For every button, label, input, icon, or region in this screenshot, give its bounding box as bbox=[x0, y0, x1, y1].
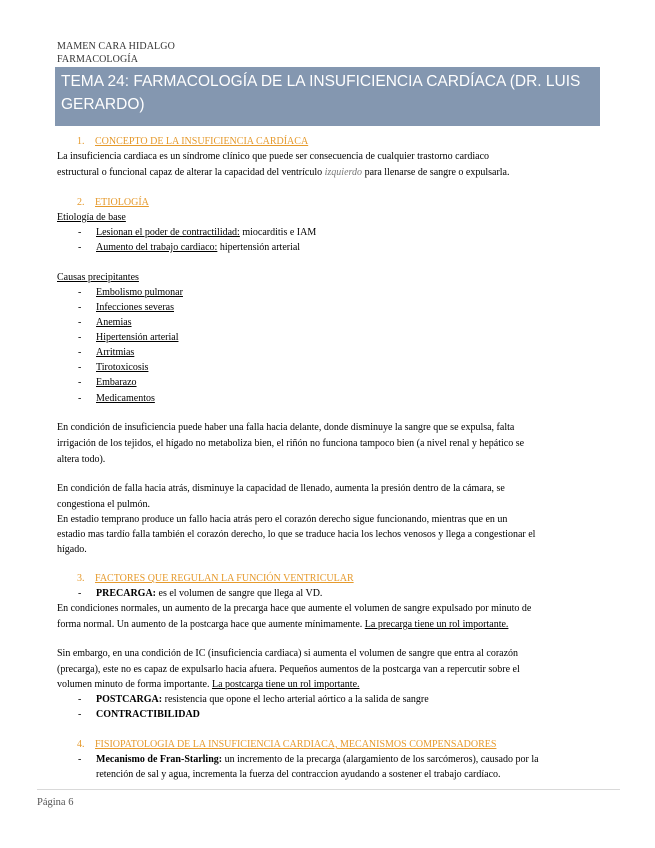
text-run-bold: POSTCARGA: bbox=[96, 694, 163, 705]
header-subject: FARMACOLOGÍA bbox=[57, 54, 139, 65]
paragraph: En condiciones normales, un aumento de la precarga hace que aumente el volumen de sangre expulsado por minuto de bbox=[57, 603, 532, 614]
text-run-bold: CONTRACTIBILIDAD bbox=[96, 709, 200, 720]
list-item bbox=[78, 285, 183, 301]
list-item-continuation: retención de sal y agua, incrementa la fuerza del contraccion ayudando a sostener el trabajo cardíaco. bbox=[96, 769, 501, 780]
list-item bbox=[78, 345, 134, 361]
paragraph: hígado. bbox=[57, 544, 87, 555]
list-item bbox=[78, 375, 137, 391]
text-run: miocarditis e IAM bbox=[239, 227, 317, 238]
text-run: hipertensión arterial bbox=[217, 242, 301, 253]
title-banner bbox=[55, 67, 600, 126]
page-number: Página 6 bbox=[37, 797, 74, 808]
text-run: resistencia que opone el lecho arterial aórtico a la salida de sangre bbox=[162, 694, 429, 705]
subheading: Etiología de base bbox=[57, 212, 126, 223]
list-item bbox=[78, 225, 316, 241]
text-run-underlined: Embolismo pulmonar bbox=[96, 287, 183, 298]
paragraph bbox=[57, 165, 602, 181]
bullet: - bbox=[78, 754, 82, 765]
section-number: 3. bbox=[77, 573, 85, 584]
paragraph: estadio mas tardío falla también el corazón derecho, lo que se traduce hacia los lechos venosos y llega a congestionar el bbox=[57, 529, 536, 540]
text-run: forma normal. Un aumento de la postcarga hace que aumente mínimamente. bbox=[57, 619, 365, 630]
paragraph: La insuficiencia cardiaca es un síndrome clínico que puede ser consecuencia de cualquier trastorno cardiaco bbox=[57, 151, 490, 162]
list-item bbox=[78, 240, 300, 256]
section-title: ETIOLOGÍA bbox=[95, 197, 149, 208]
text-run: es el volumen de sangre que llega al VD. bbox=[156, 588, 323, 599]
bullet: - bbox=[78, 393, 82, 404]
list-item bbox=[78, 586, 322, 602]
bullet: - bbox=[78, 227, 82, 238]
paragraph: irrigación de los tejidos, el hígado no metaboliza bien, el riñón no funciona tampoco bien (a nivel renal y hepático se bbox=[57, 438, 525, 449]
section-4-heading bbox=[77, 737, 496, 753]
section-1-heading bbox=[77, 134, 308, 150]
bullet: - bbox=[78, 709, 82, 720]
paragraph bbox=[57, 617, 602, 633]
text-run: un incremento de la precarga (alargamiento de los sarcómeros), causado por la bbox=[222, 754, 539, 765]
bullet: - bbox=[78, 347, 82, 358]
text-run: estructural o funcional capaz de alterar la capacidad del ventrículo bbox=[57, 167, 325, 178]
bullet: - bbox=[78, 377, 82, 388]
page-title: TEMA 24: FARMACOLOGÍA DE LA INSUFICIENCIA CARDÍACA (DR. LUIS GERARDO) bbox=[61, 73, 581, 113]
paragraph: (precarga), este no es capaz de expulsarlo hacia afuera. Pequeños aumentos de la postcarga van a repercutir sobre el bbox=[57, 664, 520, 675]
list-item bbox=[78, 330, 178, 346]
bullet: - bbox=[78, 317, 82, 328]
paragraph bbox=[57, 677, 602, 693]
footer-divider bbox=[37, 789, 620, 790]
text-run-underlined: Tirotoxicosis bbox=[96, 362, 149, 373]
text-run-bold: PRECARGA: bbox=[96, 588, 156, 599]
list-item bbox=[78, 360, 148, 376]
text-run-underlined: La postcarga tiene un rol importante. bbox=[211, 679, 360, 690]
text-run-underlined: Arritmias bbox=[96, 347, 135, 358]
text-run-underlined: Lesionan el poder de contractilidad: bbox=[96, 227, 240, 238]
list-item bbox=[78, 300, 174, 316]
bullet: - bbox=[78, 588, 82, 599]
section-number: 2. bbox=[77, 197, 85, 208]
header-author: MAMEN CARA HIDALGO bbox=[57, 41, 175, 52]
section-2-heading bbox=[77, 195, 149, 211]
paragraph: altera todo). bbox=[57, 454, 106, 465]
text-run: volumen minuto de forma importante. bbox=[57, 679, 212, 690]
bullet: - bbox=[78, 302, 82, 313]
section-3-heading bbox=[77, 571, 354, 587]
list-item bbox=[78, 692, 429, 708]
section-number: 1. bbox=[77, 136, 85, 147]
text-run: para llenarse de sangre o expulsarla. bbox=[362, 167, 510, 178]
paragraph: Sin embargo, en una condición de IC (insuficiencia cardiaca) si aumenta el volumen de sangre que entra al corazón bbox=[57, 648, 519, 659]
list-item bbox=[78, 707, 200, 723]
text-run-underlined: Embarazo bbox=[96, 377, 137, 388]
text-run-bold: Mecanismo de Fran-Starling: bbox=[96, 754, 223, 765]
section-number: 4. bbox=[77, 739, 85, 750]
paragraph: congestiona el pulmón. bbox=[57, 499, 151, 510]
text-run-italic: izquierdo bbox=[324, 167, 363, 178]
text-run-underlined: Anemias bbox=[96, 317, 132, 328]
text-run-underlined: La precarga tiene un rol importante. bbox=[364, 619, 509, 630]
bullet: - bbox=[78, 694, 82, 705]
bullet: - bbox=[78, 332, 82, 343]
paragraph: En condición de falla hacia atrás, disminuye la capacidad de llenado, aumenta la presión dentro de la cámara, se bbox=[57, 483, 505, 494]
text-run-underlined: Medicamentos bbox=[96, 393, 155, 404]
text-run-underlined: Infecciones severas bbox=[96, 302, 175, 313]
subheading: Causas precipitantes bbox=[57, 272, 139, 283]
bullet: - bbox=[78, 287, 82, 298]
section-title: FISIOPATOLOGIA DE LA INSUFICIENCIA CARDIACA, MECANISMOS COMPENSADORES bbox=[95, 739, 497, 750]
text-run-underlined: Aumento del trabajo cardiaco: bbox=[96, 242, 218, 253]
paragraph: En estadio temprano produce un fallo hacia atrás pero el corazón derecho sigue funcionando, mientras que en un bbox=[57, 514, 508, 525]
text-run-underlined: Hipertensión arterial bbox=[96, 332, 179, 343]
paragraph: En condición de insuficiencia puede haber una falla hacia delante, donde disminuye la sangre que se expulsa, falta bbox=[57, 422, 515, 433]
section-title: CONCEPTO DE LA INSUFICIENCIA CARDÍACA bbox=[95, 136, 309, 147]
section-title: FACTORES QUE REGULAN LA FUNCIÓN VENTRICULAR bbox=[95, 573, 354, 584]
list-item bbox=[78, 391, 155, 407]
list-item bbox=[78, 315, 132, 331]
bullet: - bbox=[78, 242, 82, 253]
bullet: - bbox=[78, 362, 82, 373]
list-item bbox=[78, 752, 539, 768]
